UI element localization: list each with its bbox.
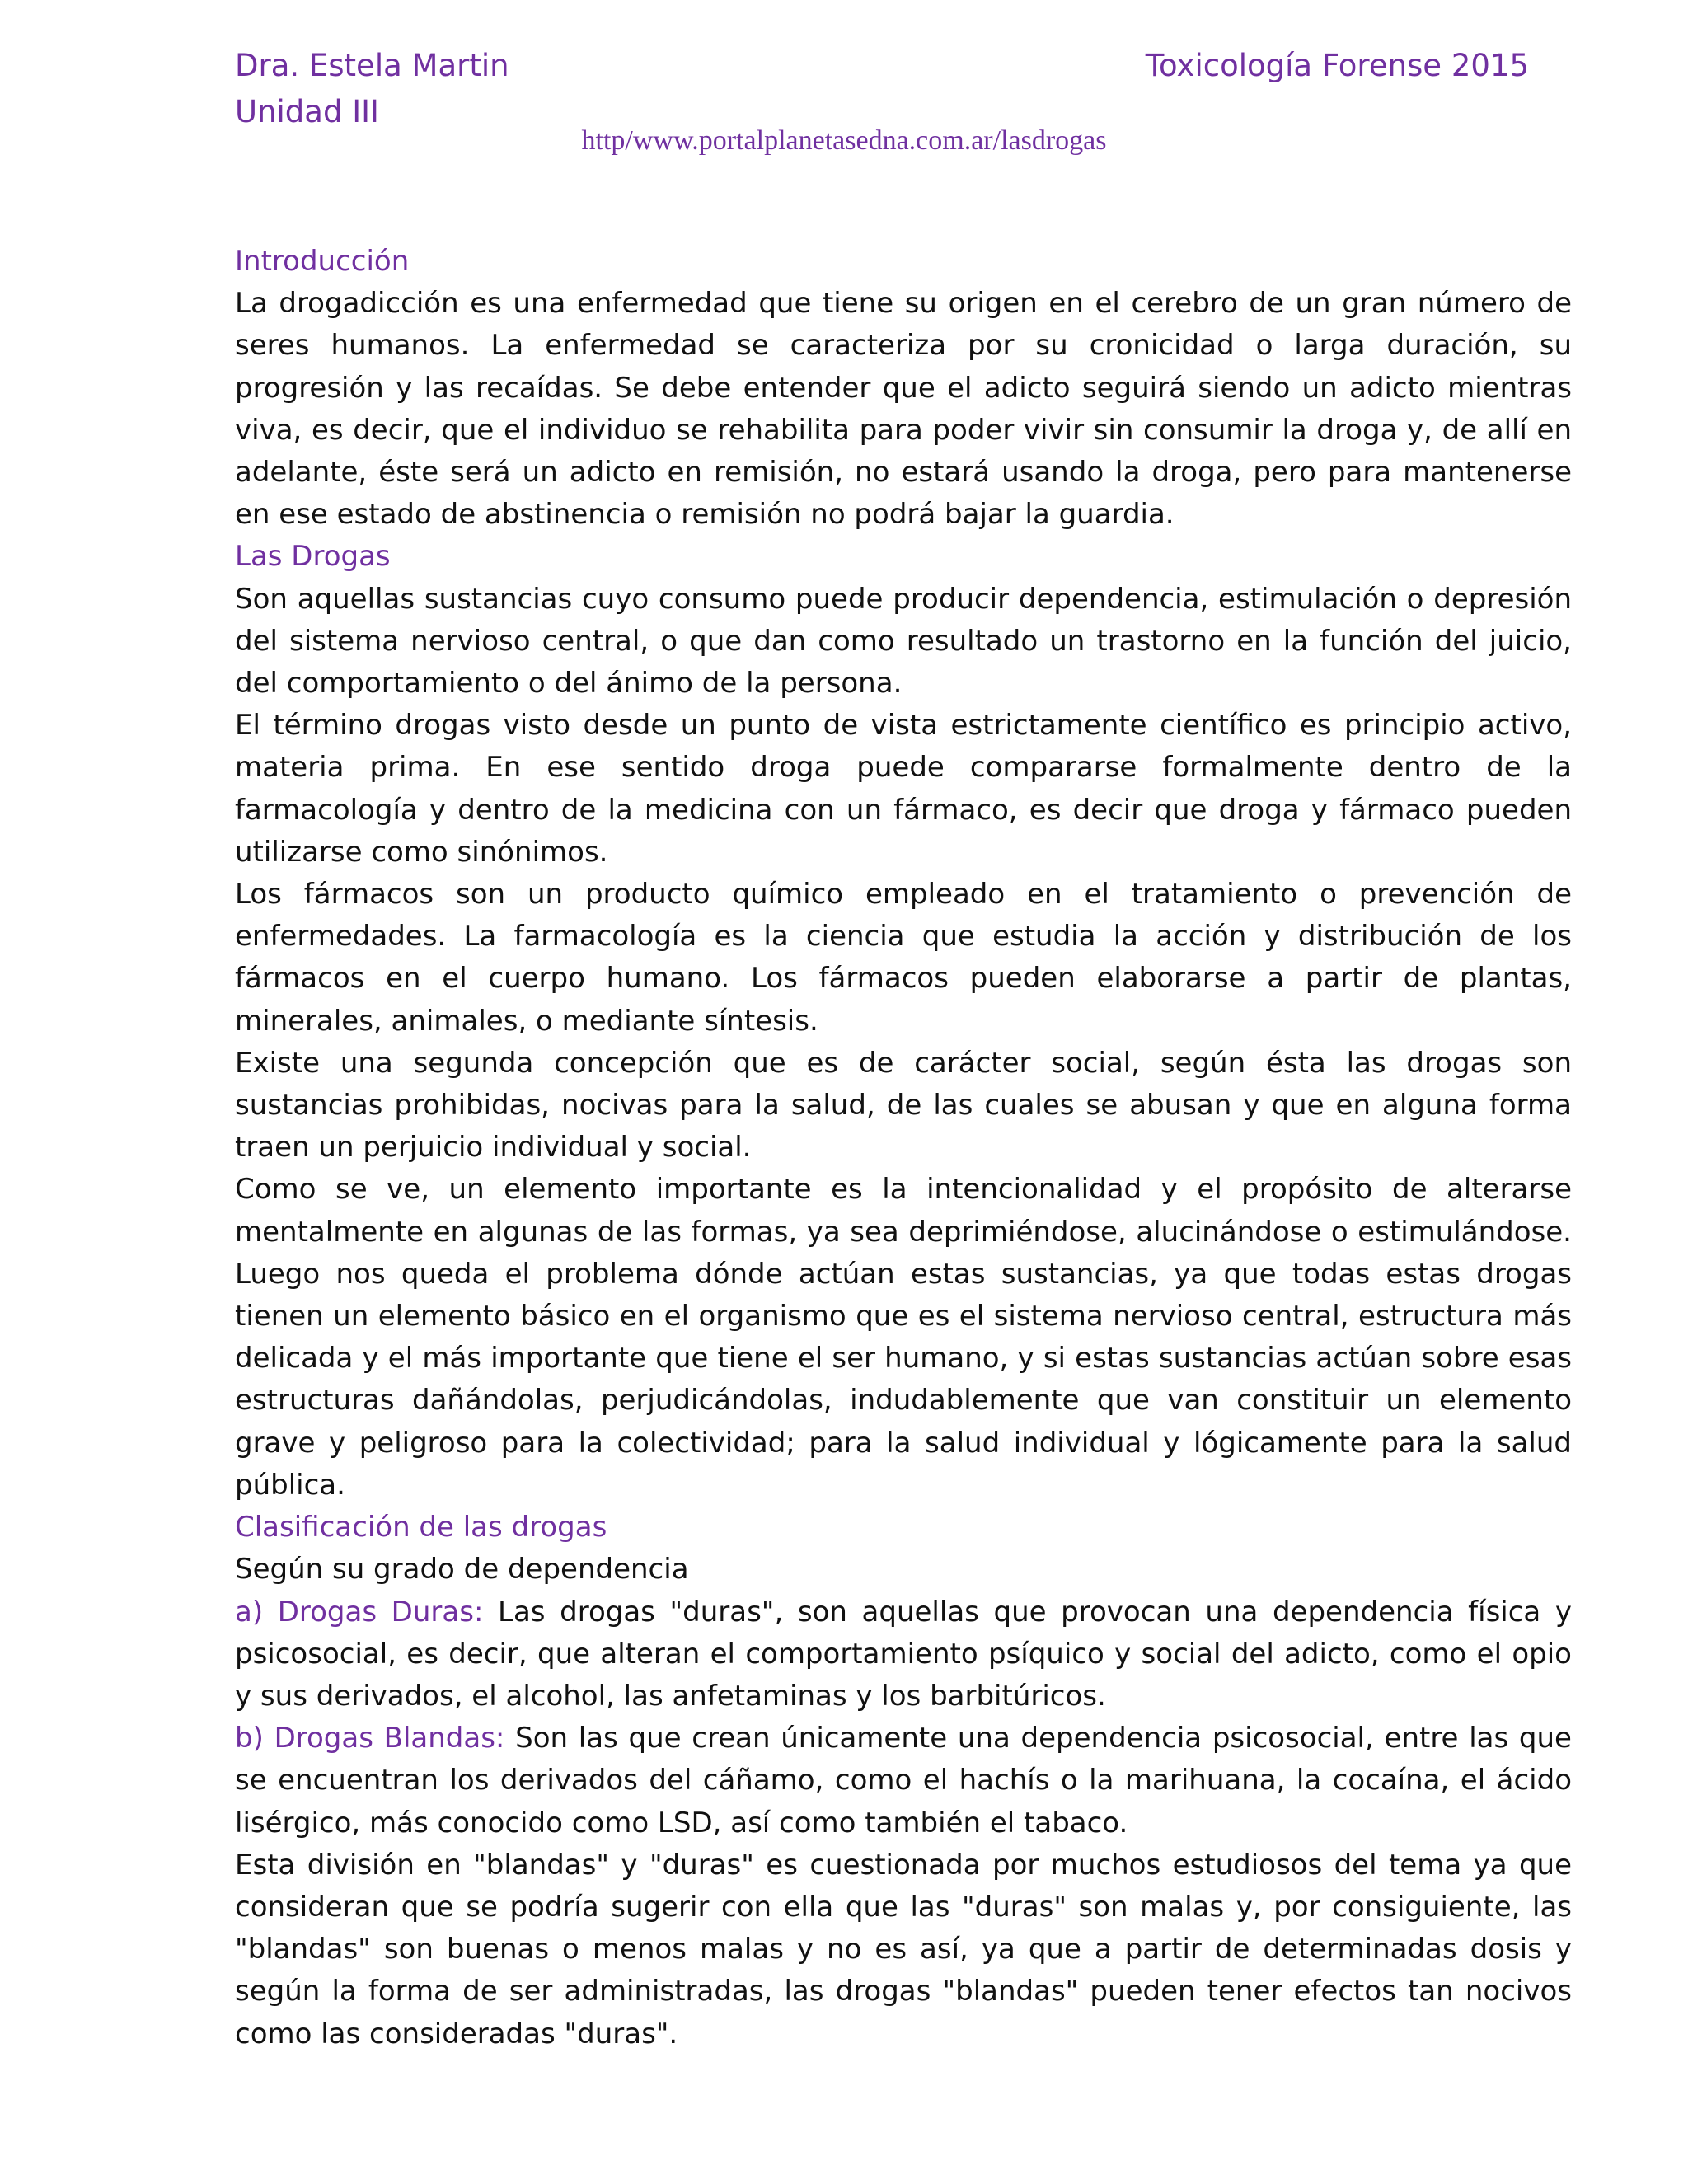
paragraph-scientific-term: El término drogas visto desde un punto de vista estrictamente científico es principio activo, materia prima. En ese sentido droga puede compararse formalmente dentro de la farmacología y dentro de la medicina con un fármaco, es decir que droga y fármaco pueden utilizarse como sinónimos.	[235, 709, 1572, 869]
paragraph-intentionality: Como se ve, un elemento importante es la intencionalidad y el propósito de alterarse mentalmente en algunas de las formas, ya sea deprimiéndose, alucinándose o estimulándose. Luego nos queda el problema dónde actúan estas sustancias, ya que todas estas drogas tienen un elemento básico en el organismo que es el sistema nervioso central, estructura más delicada y el más importante que tiene el ser humano, y si estas sustancias actúan sobre esas estructuras dañándolas, perjudicándolas, indudablemente que van constituir un elemento grave y peligroso para la colectividad; para la salud individual y lógicamente para la salud pública.	[235, 1173, 1572, 1502]
unit-label: Unidad III	[235, 94, 379, 129]
section-heading-las-drogas: Las Drogas	[235, 540, 391, 574]
drogas-duras-text: Las drogas "duras", son aquellas que provocan una dependencia física y psicosocial, es decir, que alteran el comportamiento psíquico y social del adicto, como el opio y sus derivados, el alcohol, las anfetaminas y los barbitúricos.	[235, 1595, 1572, 1713]
paragraph-drogas-blandas	[235, 1718, 1572, 1844]
document-body	[235, 241, 1572, 2055]
subheading-dependency: Según su grado de dependencia	[235, 1553, 689, 1586]
paragraph-drogas-duras	[235, 1591, 1572, 1718]
header-left	[235, 43, 509, 135]
paragraph-farmacos: Los fármacos son un producto químico empleado en el tratamiento o prevención de enfermedades. La farmacología es la ciencia que estudia la acción y distribución de los fármacos en el cuerpo humano. Los fármacos pueden elaborarse a partir de plantas, minerales, animales, o mediante síntesis.	[235, 878, 1572, 1038]
section-heading-clasificacion: Clasificación de las drogas	[235, 1511, 607, 1544]
paragraph-social-concept: Existe una segunda concepción que es de carácter social, según ésta las drogas son sustancias prohibidas, nocivas para la salud, de las cuales se abusan y que en alguna forma traen un perjuicio individual y social.	[235, 1046, 1572, 1165]
drogas-blandas-text: Son las que crean únicamente una dependencia psicosocial, entre las que se encuentran los derivados del cáñamo, como el hachís o la marihuana, la cocaína, el ácido lisérgico, más conocido como LSD, así como también el tabaco.	[235, 1722, 1572, 1840]
paragraph-intro: La drogadicción es una enfermedad que tiene su origen en el cerebro de un gran número de seres humanos. La enfermedad se caracteriza por su cronicidad o larga duración, su progresión y las recaídas. Se debe entender que el adicto seguirá siendo un adicto mientras viva, es decir, que el individuo se rehabilita para poder vivir sin consumir la droga y, de allí en adelante, éste será un adicto en remisión, no estará usando la droga, pero para mantenerse en ese estado de abstinencia o remisión no podrá bajar la guardia.	[235, 287, 1572, 532]
author-name: Dra. Estela Martin	[235, 48, 509, 83]
drogas-duras-label: a) Drogas Duras:	[235, 1595, 484, 1629]
paragraph-division: Esta división en "blandas" y "duras" es cuestionada por muchos estudiosos del tema ya que consideran que se podría sugerir con ella que las "duras" son malas y, por consiguiente, las "blandas" son buenas o menos malas y no es así, ya que a partir de determinadas dosis y según la forma de ser administradas, las drogas "blandas" pueden tener efectos tan nocivos como las consideradas "duras".	[235, 1848, 1572, 2050]
paragraph-definition: Son aquellas sustancias cuyo consumo puede producir dependencia, estimulación o depresión del sistema nervioso central, o que dan como resultado un trastorno en la función del juicio, del comportamiento o del ánimo de la persona.	[235, 582, 1572, 701]
course-title: Toxicología Forense 2015	[1145, 48, 1529, 83]
source-url: http/www.portalplanetasedna.com.ar/lasdrogas	[581, 125, 1107, 156]
section-heading-introduccion: Introducción	[235, 245, 410, 278]
drogas-blandas-label: b) Drogas Blandas:	[235, 1722, 505, 1755]
